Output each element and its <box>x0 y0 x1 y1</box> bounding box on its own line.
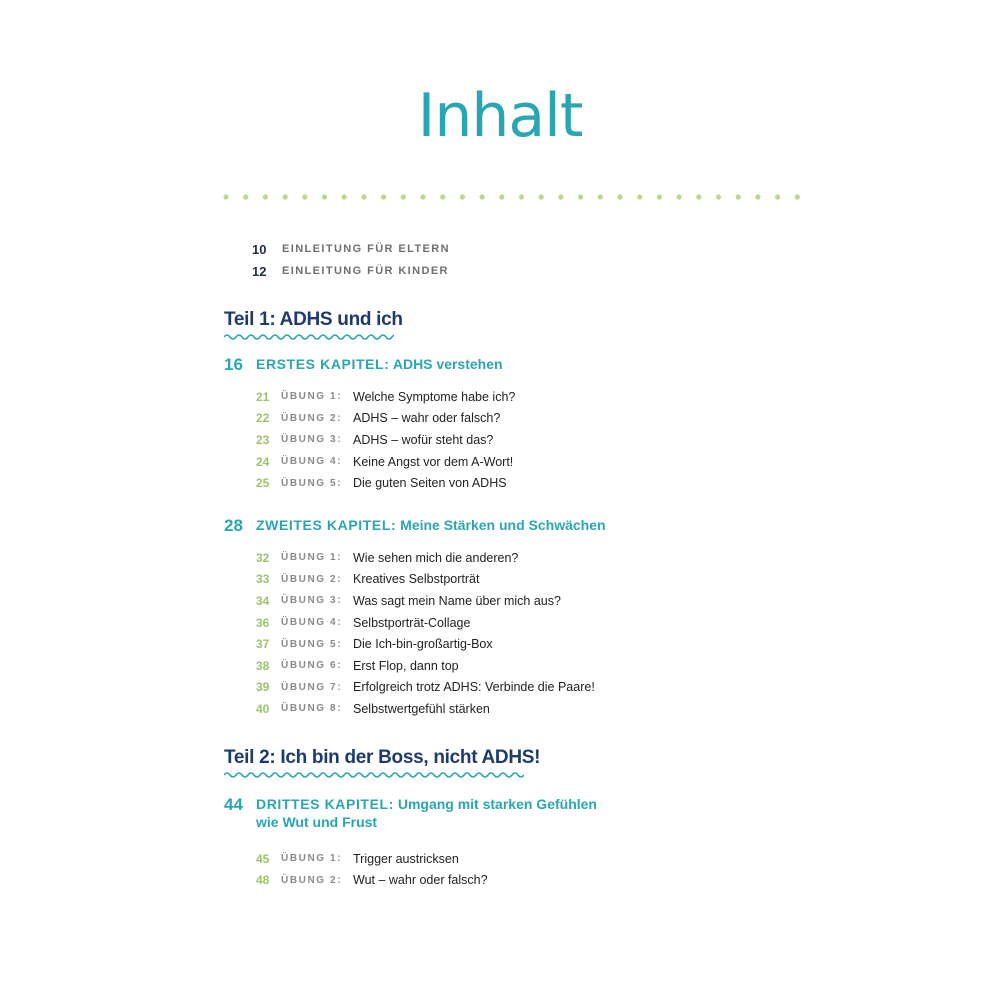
intro-label: EINLEITUNG FÜR KINDER <box>282 265 449 277</box>
part-label: Teil 2: Ich bin der Boss, nicht ADHS! <box>224 747 541 768</box>
exercise-title: Trigger austricksen <box>353 851 459 866</box>
exercise-item[interactable] <box>256 633 595 655</box>
exercise-title: Selbstporträt-Collage <box>353 615 471 630</box>
divider-dot <box>519 194 524 199</box>
exercise-kicker: ÜBUNG 2: <box>281 874 343 886</box>
divider-dot <box>558 194 563 199</box>
exercise-kicker: ÜBUNG 2: <box>281 412 343 424</box>
chapter-heading[interactable] <box>224 795 597 831</box>
exercise-item[interactable] <box>256 848 488 870</box>
chapter-page-number: 28 <box>224 516 243 535</box>
exercise-list <box>256 848 488 891</box>
divider-dot <box>322 194 327 199</box>
exercise-title: ADHS – wahr oder falsch? <box>353 411 501 426</box>
chapter-title <box>256 355 503 373</box>
exercise-kicker: ÜBUNG 7: <box>281 681 343 693</box>
exercise-page-number: 32 <box>256 550 270 565</box>
divider-dot <box>401 194 406 199</box>
divider-dot <box>696 194 701 199</box>
exercise-title: Erfolgreich trotz ADHS: Verbinde die Paare! <box>353 680 595 695</box>
intro-page-number: 12 <box>252 263 267 279</box>
exercise-kicker: ÜBUNG 2: <box>281 573 343 585</box>
intro-item[interactable] <box>252 260 450 282</box>
part-heading[interactable] <box>224 747 540 779</box>
exercise-page-number: 25 <box>256 476 270 491</box>
page-title: Inhalt <box>417 81 583 151</box>
exercise-page-number: 37 <box>256 637 270 652</box>
divider-dot <box>775 194 780 199</box>
part-label: Teil 1: ADHS und ich <box>224 309 403 330</box>
divider-dot <box>243 194 248 199</box>
chapter-kicker: ERSTES KAPITEL: <box>256 356 390 372</box>
exercise-title: Was sagt mein Name über mich aus? <box>353 593 561 608</box>
divider-dot <box>677 194 682 199</box>
exercise-item[interactable] <box>256 408 515 430</box>
exercise-list <box>256 547 595 720</box>
chapter-heading[interactable] <box>224 355 503 375</box>
divider-dot <box>637 194 642 199</box>
dotted-divider <box>222 190 812 204</box>
divider-dot <box>302 194 307 199</box>
divider-dot <box>480 194 485 199</box>
divider-dot <box>736 194 741 199</box>
exercise-page-number: 39 <box>256 680 270 695</box>
exercise-title: Selbstwertgefühl stärken <box>353 701 490 716</box>
exercise-kicker: ÜBUNG 1: <box>281 552 343 564</box>
chapter-title <box>256 516 606 534</box>
exercise-page-number: 48 <box>256 873 270 888</box>
exercise-item[interactable] <box>256 386 515 408</box>
exercise-item[interactable] <box>256 870 488 892</box>
divider-dot <box>223 194 228 199</box>
chapter-name-line2: wie Wut und Frust <box>256 814 378 830</box>
divider-dot <box>381 194 386 199</box>
exercise-item[interactable] <box>256 569 595 591</box>
exercise-list <box>256 386 515 494</box>
exercise-title: Wut – wahr oder falsch? <box>353 873 488 888</box>
exercise-page-number: 45 <box>256 851 270 866</box>
divider-dot <box>755 194 760 199</box>
exercise-title: Die guten Seiten von ADHS <box>353 476 507 491</box>
exercise-title: Keine Angst vor dem A-Wort! <box>353 454 514 469</box>
exercise-page-number: 34 <box>256 593 270 608</box>
exercise-title: Kreatives Selbstporträt <box>353 572 480 587</box>
exercise-kicker: ÜBUNG 4: <box>281 456 343 468</box>
exercise-page-number: 40 <box>256 701 270 716</box>
exercise-title: ADHS – wofür steht das? <box>353 432 494 447</box>
chapter-heading[interactable] <box>224 516 606 536</box>
exercise-item[interactable] <box>256 547 595 569</box>
exercise-item[interactable] <box>256 612 595 634</box>
exercise-page-number: 23 <box>256 432 270 447</box>
exercise-title: Welche Symptome habe ich? <box>353 389 516 404</box>
divider-dot <box>420 194 425 199</box>
divider-dot <box>617 194 622 199</box>
exercise-page-number: 24 <box>256 454 270 469</box>
exercise-title: Wie sehen mich die anderen? <box>353 550 519 565</box>
exercise-page-number: 22 <box>256 411 270 426</box>
divider-dot <box>460 194 465 199</box>
exercise-title: Die Ich-bin-großartig-Box <box>353 637 493 652</box>
exercise-kicker: ÜBUNG 3: <box>281 595 343 607</box>
intro-list <box>252 238 450 282</box>
exercise-kicker: ÜBUNG 6: <box>281 660 343 672</box>
exercise-item[interactable] <box>256 590 595 612</box>
exercise-kicker: ÜBUNG 8: <box>281 703 343 715</box>
chapter-kicker: DRITTES KAPITEL: <box>256 796 394 812</box>
exercise-kicker: ÜBUNG 5: <box>281 638 343 650</box>
exercise-kicker: ÜBUNG 1: <box>281 391 343 403</box>
chapter-name: ADHS verstehen <box>392 356 503 372</box>
divider-dot <box>795 194 800 199</box>
intro-item[interactable] <box>252 238 450 260</box>
divider-dot <box>361 194 366 199</box>
divider-dot <box>263 194 268 199</box>
exercise-item[interactable] <box>256 429 515 451</box>
exercise-item[interactable] <box>256 677 595 699</box>
divider-dot <box>499 194 504 199</box>
exercise-page-number: 38 <box>256 658 270 673</box>
divider-dot <box>539 194 544 199</box>
chapter-title <box>256 795 597 831</box>
exercise-item[interactable] <box>256 472 515 494</box>
exercise-kicker: ÜBUNG 3: <box>281 434 343 446</box>
chapter-kicker: ZWEITES KAPITEL: <box>256 517 397 533</box>
divider-dot <box>657 194 662 199</box>
divider-dot <box>283 194 288 199</box>
exercise-kicker: ÜBUNG 1: <box>281 853 343 865</box>
chapter-name: Umgang mit starken Gefühlen <box>397 796 597 812</box>
intro-page-number: 10 <box>252 241 267 257</box>
intro-label: EINLEITUNG FÜR ELTERN <box>282 243 450 255</box>
exercise-item[interactable] <box>256 655 595 677</box>
chapter-page-number: 44 <box>224 795 243 814</box>
divider-dot <box>578 194 583 199</box>
exercise-kicker: ÜBUNG 4: <box>281 617 343 629</box>
wavy-underline <box>224 333 394 341</box>
chapter-page-number: 16 <box>224 355 243 374</box>
divider-dot <box>598 194 603 199</box>
exercise-page-number: 33 <box>256 572 270 587</box>
exercise-title: Erst Flop, dann top <box>353 658 459 673</box>
divider-dot <box>716 194 721 199</box>
divider-dot <box>342 194 347 199</box>
wavy-underline <box>224 771 524 779</box>
exercise-page-number: 21 <box>256 389 270 404</box>
exercise-item[interactable] <box>256 698 595 720</box>
exercise-kicker: ÜBUNG 5: <box>281 477 343 489</box>
part-heading[interactable] <box>224 309 403 341</box>
exercise-item[interactable] <box>256 451 515 473</box>
exercise-page-number: 36 <box>256 615 270 630</box>
chapter-name: Meine Stärken und Schwächen <box>400 517 606 533</box>
divider-dot <box>440 194 445 199</box>
